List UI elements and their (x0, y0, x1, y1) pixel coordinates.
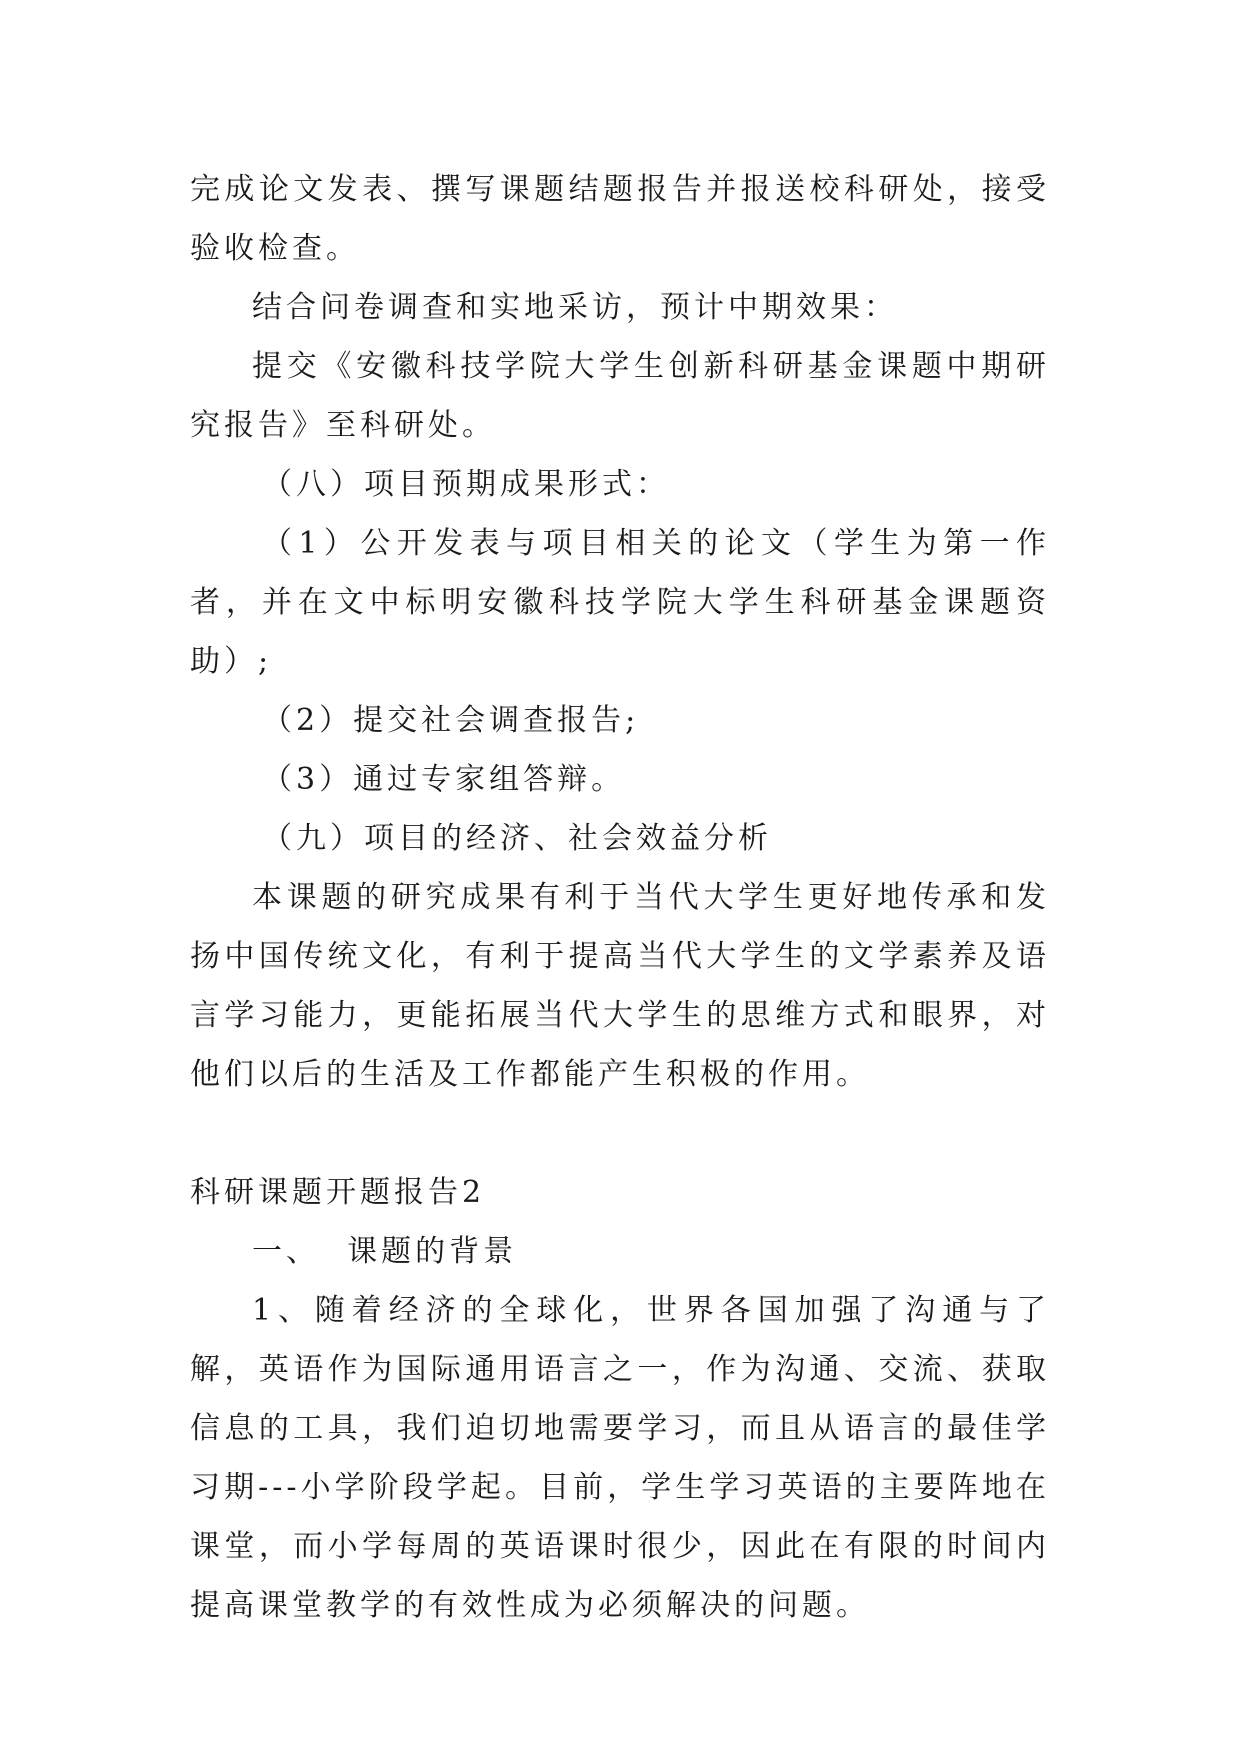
list-item-defense: （3）通过专家组答辩。 (262, 762, 626, 797)
paragraph-completion: 完成论文发表、撰写课题结题报告并报送校科研处，接受验收检查。 (190, 172, 1050, 266)
section-heading-expected-results: （八）项目预期成果形式： (262, 467, 670, 502)
document-body (190, 160, 1050, 1635)
list-item-social-report: （2）提交社会调查报告; (262, 703, 640, 738)
section-heading-benefit-analysis: （九）项目的经济、社会效益分析 (262, 821, 772, 856)
paragraph-submit-report: 提交《安徽科技学院大学生创新科研基金课题中期研究报告》至科研处。 (190, 349, 1050, 443)
section-heading-background: 一、 课题的背景 (252, 1234, 518, 1269)
list-item-publish-paper: （1）公开发表与项目相关的论文（学生为第一作者，并在文中标明安徽科技学院大学生科研基金课题资助）; (190, 526, 1050, 679)
paragraph-background: 1、随着经济的全球化，世界各国加强了沟通与了解，英语作为国际通用语言之一，作为沟通、交流、获取信息的工具，我们迫切地需要学习，而且从语言的最佳学习期---小学阶段学起。目前，学生学习英语的主要阵地在课堂，而小学每周的英语课时很少，因此在有限的时间内提高课堂教学的有效性成为必须解决的问题。 (190, 1293, 1050, 1623)
paragraph-midterm-effect: 结合问卷调查和实地采访，预计中期效果： (252, 290, 898, 325)
paragraph-benefit-analysis: 本课题的研究成果有利于当代大学生更好地传承和发扬中国传统文化，有利于提高当代大学生的文学素养及语言学习能力，更能拓展当代大学生的思维方式和眼界，对他们以后的生活及工作都能产生积极的作用。 (190, 880, 1050, 1092)
report-title: 科研课题开题报告2 (190, 1175, 486, 1210)
